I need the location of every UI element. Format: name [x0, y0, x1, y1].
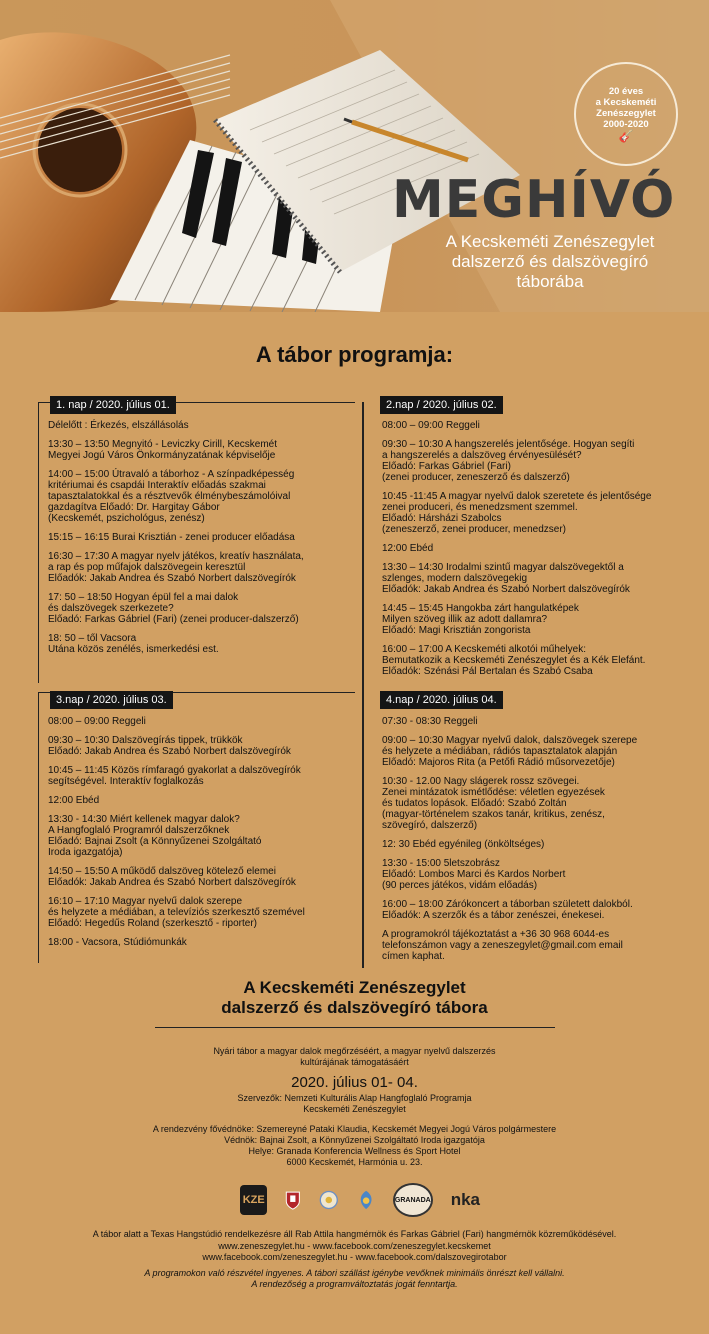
footer-title-line: A Kecskeméti Zenészegylet	[243, 978, 466, 997]
day2-program	[382, 420, 702, 685]
program-item: 14:45 – 15:45 Hangokba zárt hangulatképek Milyen szöveg illik az adott dallamra? Előadó: Magi Krisztián zongorista	[382, 603, 579, 636]
program-item: Délelőtt : Érkezés, elszállásolás	[48, 420, 189, 431]
program-item: 18:00 - Vacsora, Stúdiómunkák	[48, 937, 187, 948]
kze-logo: KZE	[240, 1185, 267, 1215]
program-item: 16:00 – 18:00 Zárókoncert a táborban született dalokból. Előadók: A szerzők és a tábor zenészei, énekesei.	[382, 899, 633, 921]
program-item: 15:15 – 16:15 Burai Krisztián - zenei producer előadása	[48, 532, 295, 543]
page-title: MEGHÍVÓ	[392, 170, 676, 230]
program-item: 07:30 - 08:30 Reggeli	[382, 716, 478, 727]
guitar-icon: 🎸	[618, 129, 634, 143]
badge-line: 20 éves	[608, 86, 644, 97]
hero-banner	[0, 0, 709, 312]
nka-logo: nka	[450, 1190, 480, 1209]
program-item: 13:30 – 13:50 Megnyitó - Leviczky Cirill, Kecskemét Megyei Jogú Város Önkormányzatának képviselője	[48, 439, 277, 461]
day1-program	[48, 420, 358, 663]
program-item: 16:00 – 17:00 A Kecskeméti alkotói műhelyek: Bemutatkozik a Kecskeméti Zenészegylet és a Kék Elefánt. Előadók: Szénási Pál Bertalan és Szabó Csaba	[382, 644, 646, 677]
footer-notes: A programokon való részvétel ingyenes. A tábori szállást igénybe vevőknek minimális önrészt kell vállalni. A rendezőség a programváltoztatás jogát fenntartja.	[144, 1268, 565, 1289]
studio-note: A tábor alatt a Texas Hangstúdió rendelkezésre áll Rab Attila hangmérnök és Farkas Gábriel (Fari) hangmérnök közreműködésével.	[92, 1229, 617, 1239]
granada-logo: GRANADA	[393, 1183, 433, 1217]
program-item: 13:30 - 14:30 Miért kellenek magyar dalok? A Hangfoglaló Programról dalszerzőknek Előadó: Bajnai Zsolt (a Könnyűzenei Szolgáltató Iroda igazgatója)	[48, 814, 262, 858]
program-item: 13:30 – 14:30 Irodalmi szintű magyar dalszövegektől a szlenges, modern dalszövegekig Előadók: Jakab Andrea és Szabó Norbert dalszövegírók	[382, 562, 630, 595]
program-item: 17: 50 – 18:50 Hogyan épül fel a mai dalok és dalszövegek szerkezete? Előadó: Farkas Gábriel (Fari) (zenei producer-dalszerző)	[48, 592, 299, 625]
badge-line: 2000-2020	[603, 119, 649, 130]
badge-line: Zenészegylet	[596, 108, 656, 119]
day1-label: 1. nap / 2020. július 01.	[50, 396, 176, 414]
contact-info: A programokról tájékoztatást a +36 30 968 6044-es telefonszámon vagy a zeneszegylet@gmail.com email címen kaphat.	[382, 929, 623, 962]
program-item: 12:00 Ebéd	[48, 795, 100, 806]
footer-patrons: A rendezvény fővédnöke: Szemereyné Pataki Klaudia, Kecskemét Megyei Jogú Város polgármestere Védnök: Bajnai Zsolt, a Könnyűzenei Szolgáltató Iroda igazgatója Helye: Granada Konferencia Wellness és Sport Hotel 6000 Kecskemét, Harmónia u. 23.	[152, 1124, 557, 1167]
column-divider	[362, 402, 364, 968]
day2-label: 2.nap / 2020. július 02.	[380, 396, 503, 414]
footer-link[interactable]: www.zeneszegylet.hu - www.facebook.com/zeneszegylet.kecskemet	[218, 1241, 491, 1251]
program-item: 12: 30 Ebéd egyénileg (önköltséges)	[382, 839, 545, 850]
day3-label: 3.nap / 2020. július 03.	[50, 691, 173, 709]
footer-links	[0, 1241, 709, 1263]
program-item: 13:30 - 15:00 5letszobrász Előadó: Lombos Marci és Kardos Norbert (90 perces játékos, vidám előadás)	[382, 858, 566, 891]
day3-program	[48, 716, 358, 956]
badge-line: a Kecskeméti	[595, 97, 657, 108]
subtitle-line: dalszerző és dalszövegíró	[451, 252, 649, 271]
anniversary-badge	[574, 62, 678, 166]
subtitle-line: A Kecskeméti Zenészegylet	[445, 232, 655, 251]
footer-title-line: dalszerző és dalszövegíró tábora	[221, 998, 488, 1017]
footer-organizers: Szervezők: Nemzeti Kulturális Alap Hangfoglaló Programja Kecskeméti Zenészegylet	[237, 1093, 472, 1114]
program-heading: A tábor programja:	[255, 342, 454, 367]
day4-program	[382, 716, 702, 970]
program-item: 10:45 -11:45 A magyar nyelvű dalok szeretete és jelentősége zenei produceri, és menedzsment szemmel. Előadó: Hársházi Szabolcs (zeneszerző, zenei producer, menedzser)	[382, 491, 652, 535]
footer-title	[0, 978, 709, 1018]
event-date: 2020. július 01- 04.	[291, 1074, 418, 1091]
coat-of-arms-logo	[285, 1184, 301, 1216]
program-item: 08:00 – 09:00 Reggeli	[382, 420, 480, 431]
program-item: 10:30 - 12.00 Nagy slágerek rossz szövegei. Zenei mintázatok ismétlődése: véletlen egyezések és tudatos lopások. Előadó: Szabó Zoltán (magyar-történelem szakos tanár, kritikus, zenész, szövegíró, dalszerző)	[382, 776, 605, 831]
day4-label: 4.nap / 2020. július 04.	[380, 691, 503, 709]
program-item: 14:00 – 15:00 Útravaló a táborhoz - A színpadképesség kritériumai és csapdái Interaktív előadás szakmai tapasztalatokkal és a résztvevők élménybeszámolóival gazdagítva Előadó: Dr. Hargitay Gábor (Kecskemét, pszichológus, zenész)	[48, 469, 295, 524]
program-item: 09:00 – 10:30 Magyar nyelvű dalok, dalszövegek szerepe és helyzete a médiában, rádiós tapasztalatok alapján Előadó: Majoros Rita (a Petőfi Rádió műsorvezetője)	[382, 735, 638, 768]
footer-divider	[155, 1027, 555, 1028]
program-item: 16:30 – 17:30 A magyar nyelv játékos, kreatív használata, a rap és pop műfajok dalszövegein keresztül Előadók: Jakab Andrea és Szabó Norbert dalszövegírók	[48, 551, 304, 584]
program-item: 08:00 – 09:00 Reggeli	[48, 716, 146, 727]
hangfoglalo-logo	[357, 1184, 375, 1216]
program-item: 09:30 – 10:30 Dalszövegírás tippek, trükkök Előadó: Jakab Andrea és Szabó Norbert dalszövegírók	[48, 735, 291, 757]
program-item: 09:30 – 10:30 A hangszerelés jelentősége. Hogyan segíti a hangszerelés a dalszöveg érvényesülését? Előadó: Farkas Gábriel (Fari) (zenei producer, zeneszerző és dalszerző)	[382, 439, 635, 483]
program-item: 14:50 – 15:50 A működő dalszöveg kötelező elemei Előadók: Jakab Andrea és Szabó Norbert dalszövegírók	[48, 866, 296, 888]
footer-link[interactable]: www.facebook.com/zeneszegylet.hu - www.facebook.com/dalszovegirotabor	[202, 1252, 507, 1262]
band-logo	[319, 1185, 339, 1215]
footer-intro: Nyári tábor a magyar dalok megőrzéséért, a magyar nyelvű dalszerzés kultúrájának támogatásáért	[213, 1046, 496, 1067]
program-item: 10:45 – 11:45 Közös rímfaragó gyakorlat a dalszövegírók segítségével. Interaktív foglalkozás	[48, 765, 301, 787]
page-subtitle	[400, 232, 700, 292]
program-item: 12:00 Ebéd	[382, 543, 434, 554]
program-item: 18: 50 – től Vacsora Utána közös zenélés, ismerkedési est.	[48, 633, 219, 655]
subtitle-line: táborába	[516, 272, 584, 291]
program-item: 16:10 – 17:10 Magyar nyelvű dalok szerepe és helyzete a médiában, a televíziós szerkesztő szemével Előadó: Hegedűs Roland (szerkesztő - riporter)	[48, 896, 305, 929]
sponsor-logos	[240, 1183, 480, 1217]
